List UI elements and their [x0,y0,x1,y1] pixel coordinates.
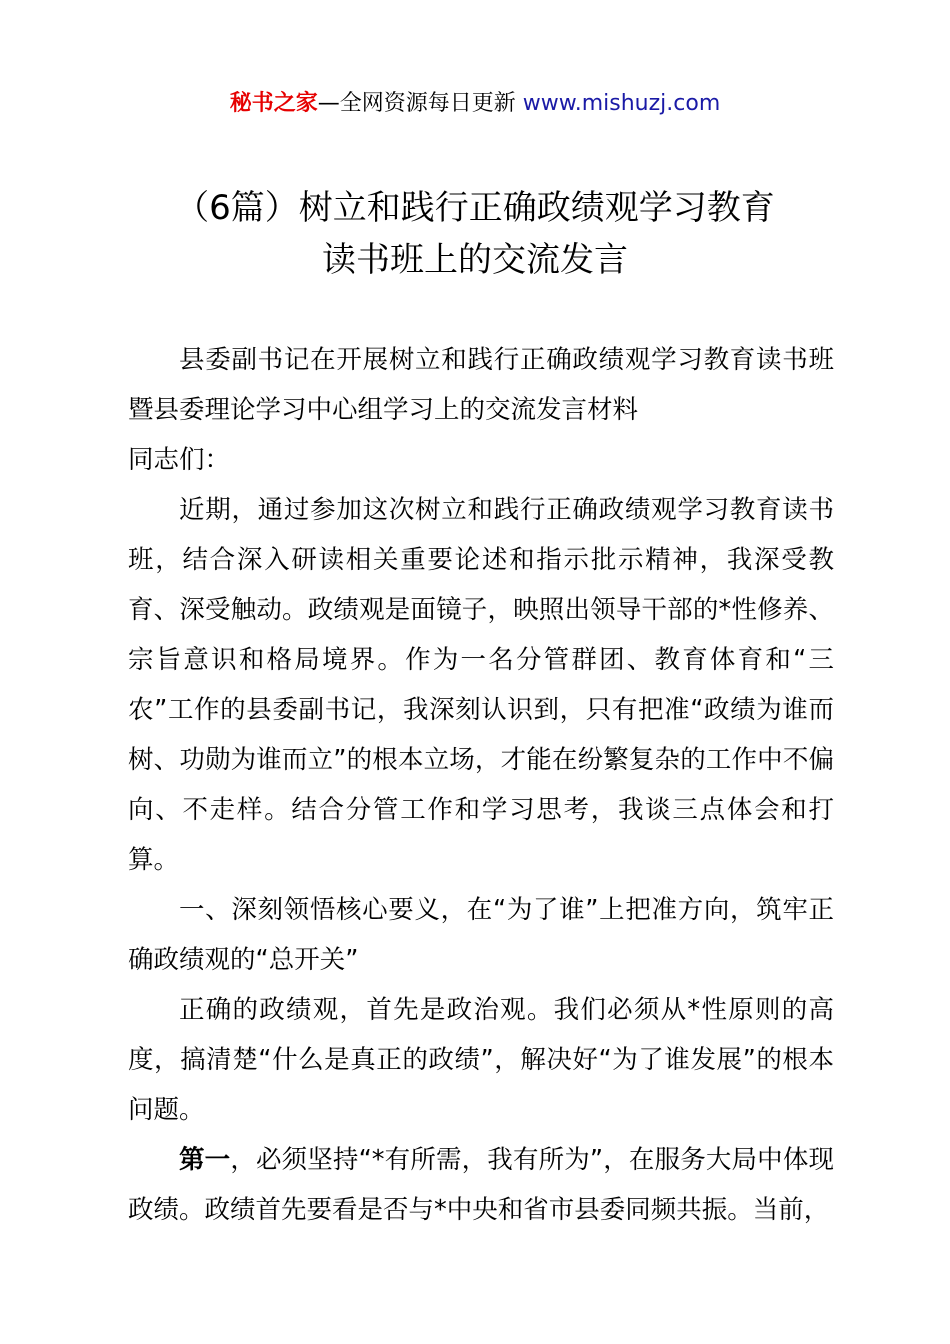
intro-paragraph: 近期，通过参加这次树立和践行正确政绩观学习教育读书班，结合深入研读相关重要论述和指示批示精神，我深受教育、深受触动。政绩观是面镜子，映照出领导干部的*性修养、宗旨意识和格局境界。作为一名分管群团、教育体育和“三农”工作的县委副书记，我深刻认识到，只有把准“政绩为谁而树、功勋为谁而立”的根本立场，才能在纷繁复杂的工作中不偏向、不走样。结合分管工作和学习思考，我谈三点体会和打算。 [128,495,834,875]
header-tagline: —全网资源每日更新 [317,91,516,116]
brand-name: 秘书之家 [229,91,318,116]
section-heading-1: 一、深刻领悟核心要义，在“为了谁”上把准方向，筑牢正确政绩观的“总开关” [128,895,834,975]
site-url-link[interactable]: www.mishuzj.com [522,91,721,116]
point-1-label: 第一 [179,1145,231,1175]
salutation: 同志们： [128,445,231,475]
site-header [0,88,950,120]
title-line-2: 读书班上的交流发言 [322,240,628,280]
title-line-1: （6篇）树立和践行正确政绩观学习教育 [175,188,775,228]
document-body [128,335,834,1235]
point-1-paragraph [128,1135,834,1235]
point-1-text: ，必须坚持“*有所需，我有所为”，在服务大局中体现政绩。政绩首先要看是否与*中央和省市县委同频共振。当前， [128,1145,834,1225]
document-title [0,182,950,286]
section-1-paragraph: 正确的政绩观，首先是政治观。我们必须从*性原则的高度，搞清楚“什么是真正的政绩”，解决好“为了谁发展”的根本问题。 [128,995,834,1125]
subtitle-paragraph: 县委副书记在开展树立和践行正确政绩观学习教育读书班暨县委理论学习中心组学习上的交流发言材料 [128,345,834,425]
